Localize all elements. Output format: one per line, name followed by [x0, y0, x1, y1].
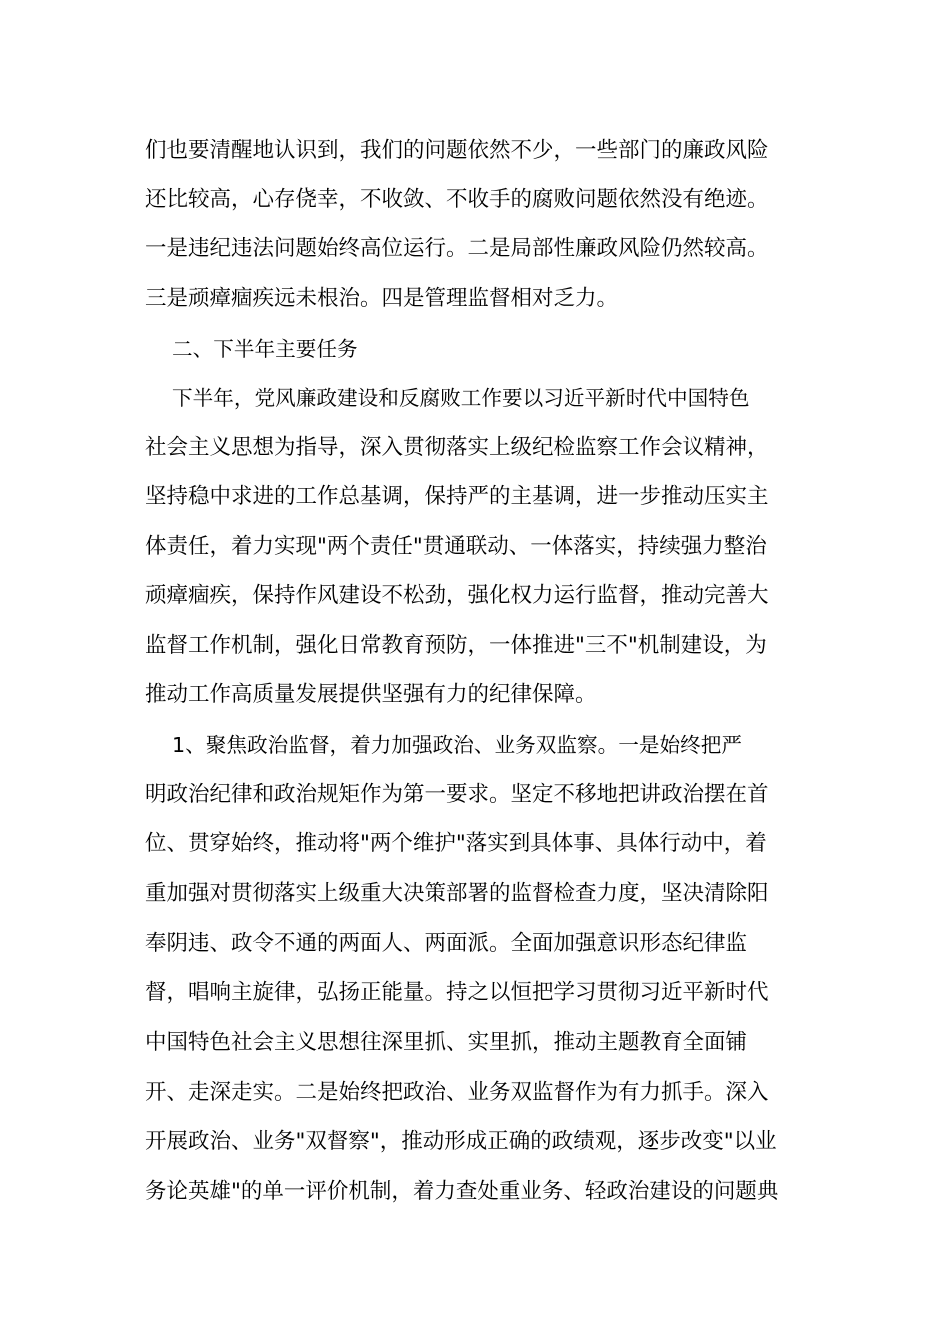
body-text-line: 体责任，着力实现"两个责任"贯通联动、一体落实，持续强力整治 [145, 534, 767, 559]
body-text-line: 社会主义思想为指导，深入贯彻落实上级纪检监察工作会议精神， [145, 435, 769, 460]
body-text-line: 一是违纪违法问题始终高位运行。二是局部性廉政风险仍然较高。 [145, 236, 769, 261]
body-text-line: 务论英雄"的单一评价机制，着力查处重业务、轻政治建设的问题典 [145, 1179, 779, 1204]
body-text-line: 三是顽瘴痼疾远未根治。四是管理监督相对乏力。 [145, 286, 619, 311]
body-text-line: 督，唱响主旋律，弘扬正能量。持之以恒把学习贯彻习近平新时代 [145, 980, 769, 1005]
body-text-line: 明政治纪律和政治规矩作为第一要求。坚定不移地把讲政治摆在首 [145, 782, 769, 807]
body-text-line: 开、走深走实。二是始终把政治、业务双监督作为有力抓手。深入 [145, 1080, 769, 1105]
body-text-line: 1、聚焦政治监督，着力加强政治、业务双监察。一是始终把严 [172, 733, 743, 757]
body-text-line: 中国特色社会主义思想往深里抓、实里抓，推动主题教育全面铺 [145, 1030, 748, 1055]
body-text-line: 位、贯穿始终，推动将"两个维护"落实到具体事、具体行动中，着 [145, 831, 767, 856]
body-text-line: 开展政治、业务"双督察"，推动形成正确的政绩观，逐步改变"以业 [145, 1129, 777, 1154]
body-text-line: 顽瘴痼疾，保持作风建设不松劲，强化权力运行监督，推动完善大 [145, 583, 769, 608]
body-text-line: 重加强对贯彻落实上级重大决策部署的监督检查力度，坚决清除阳 [145, 881, 769, 906]
body-text-line: 奉阴违、政令不通的两面人、两面派。全面加强意识形态纪律监 [145, 931, 748, 956]
body-text-line: 坚持稳中求进的工作总基调，保持严的主基调，进一步推动压实主 [145, 484, 769, 509]
body-text-line: 监督工作机制，强化日常教育预防，一体推进"三不"机制建设，为 [145, 633, 767, 658]
body-text-line: 推动工作高质量发展提供坚强有力的纪律保障。 [145, 682, 597, 707]
body-text-line: 们也要清醒地认识到，我们的问题依然不少，一些部门的廉政风险 [145, 138, 769, 163]
body-text-line: 还比较高，心存侥幸，不收敛、不收手的腐败问题依然没有绝迹。 [145, 187, 769, 212]
body-text-line: 下半年，党风廉政建设和反腐败工作要以习近平新时代中国特色 [172, 386, 750, 410]
section-heading: 二、下半年主要任务 [172, 337, 358, 361]
